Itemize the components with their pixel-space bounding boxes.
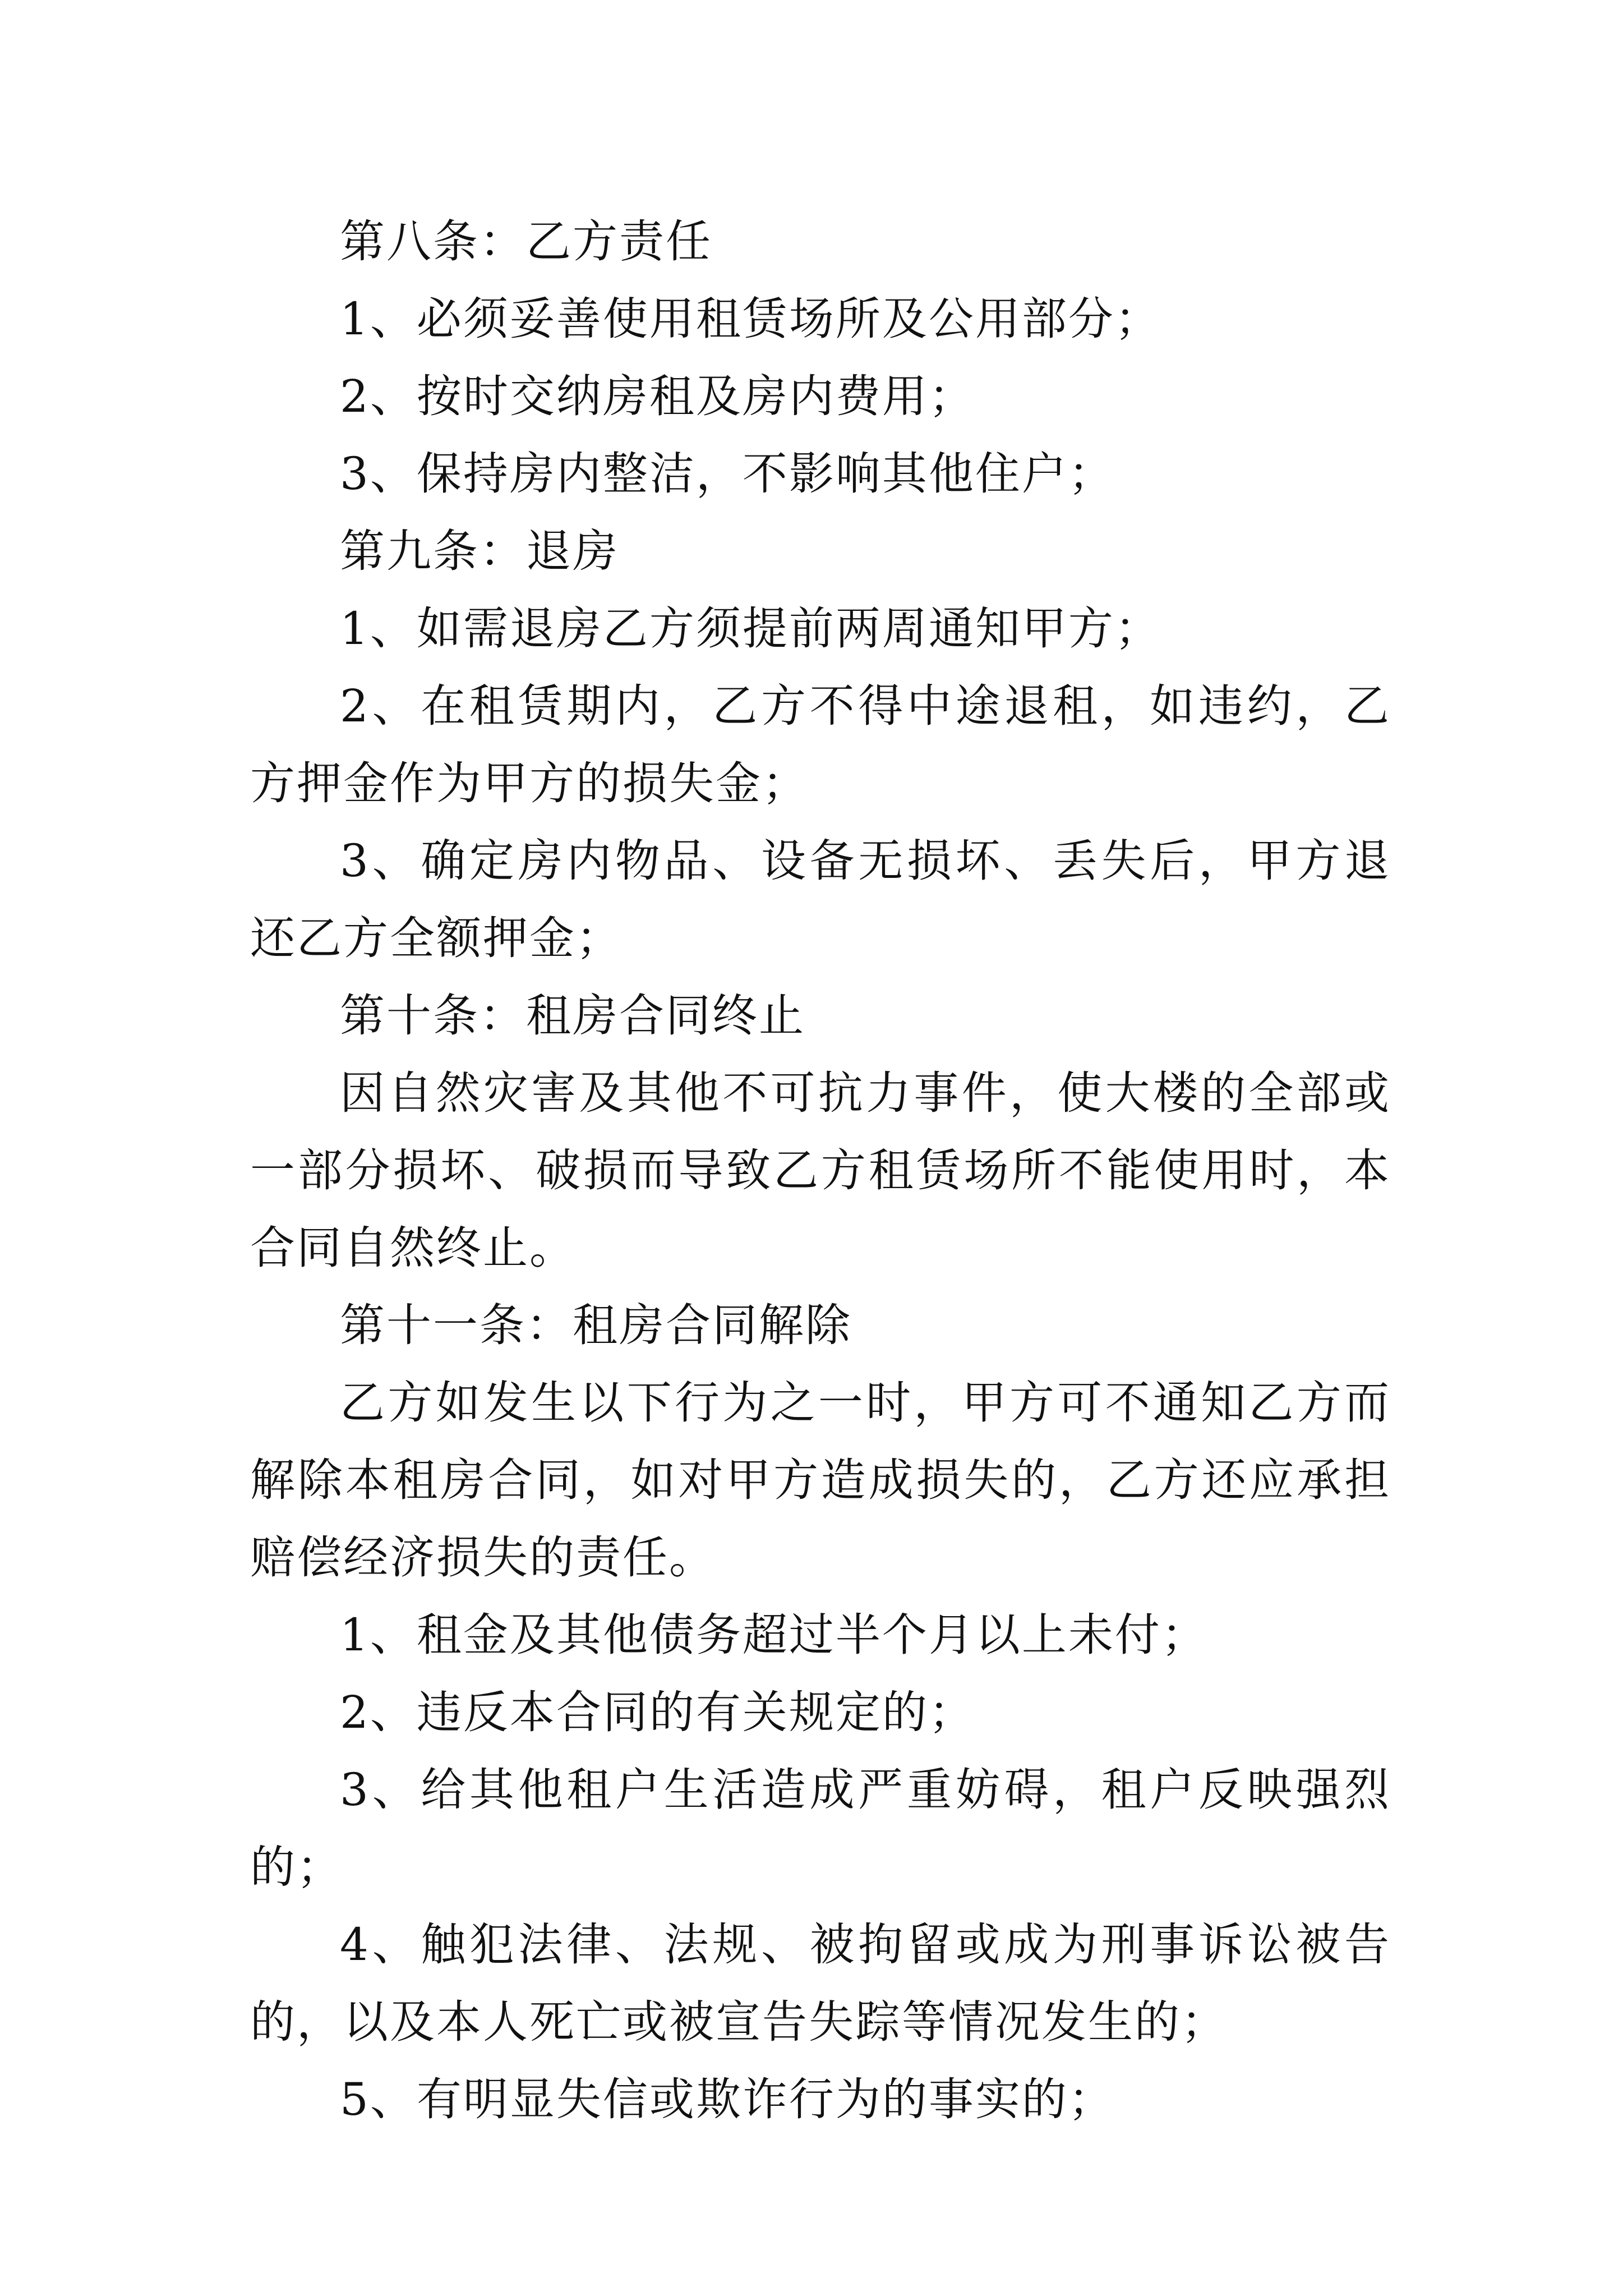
article-10-heading: 第十条：租房合同终止 [340,990,805,1042]
document-body [250,203,1391,2138]
article-8-item-2: 2、按时交纳房租及房内费用； [340,370,975,422]
article-9-item-1: 1、如需退房乙方须提前两周通知甲方； [340,602,1161,655]
article-8-item-1: 1、必须妥善使用租赁场所及公用部分； [340,293,1161,345]
article-11-intro: 乙方如发生以下行为之一时，甲方可不通知乙方而解除本租房合同，如对甲方造成损失的，乙方还应承担赔偿经济损失的责任。 [250,1377,1391,1584]
article-11-item-1: 1、租金及其他债务超过半个月以上未付； [340,1609,1208,1661]
article-9-heading: 第九条：退房 [340,525,619,577]
article-11-item-5: 5、有明显失信或欺诈行为的事实的； [340,2073,1115,2125]
article-10-text: 因自然灾害及其他不可抗力事件，使大楼的全部或一部分损坏、破损而导致乙方租赁场所不能使用时，本合同自然终止。 [250,1067,1391,1274]
article-11-heading: 第十一条：租房合同解除 [340,1299,852,1351]
article-11-item-4: 4、触犯法律、法规、被拘留或成为刑事诉讼被告的，以及本人死亡或被宣告失踪等情况发生的； [250,1918,1391,2048]
article-8-item-3: 3、保持房内整洁，不影响其他住户； [340,448,1115,500]
article-9-item-3: 3、确定房内物品、设备无损坏、丢失后，甲方退还乙方全额押金； [250,835,1391,964]
article-11-item-2: 2、违反本合同的有关规定的； [340,1686,975,1738]
article-9-item-2: 2、在租赁期内，乙方不得中途退租，如违约，乙方押金作为甲方的损失金； [250,680,1391,809]
article-8-heading: 第八条：乙方责任 [340,215,712,268]
article-11-item-3: 3、给其他租户生活造成严重妨碍，租户反映强烈的； [250,1764,1391,1893]
